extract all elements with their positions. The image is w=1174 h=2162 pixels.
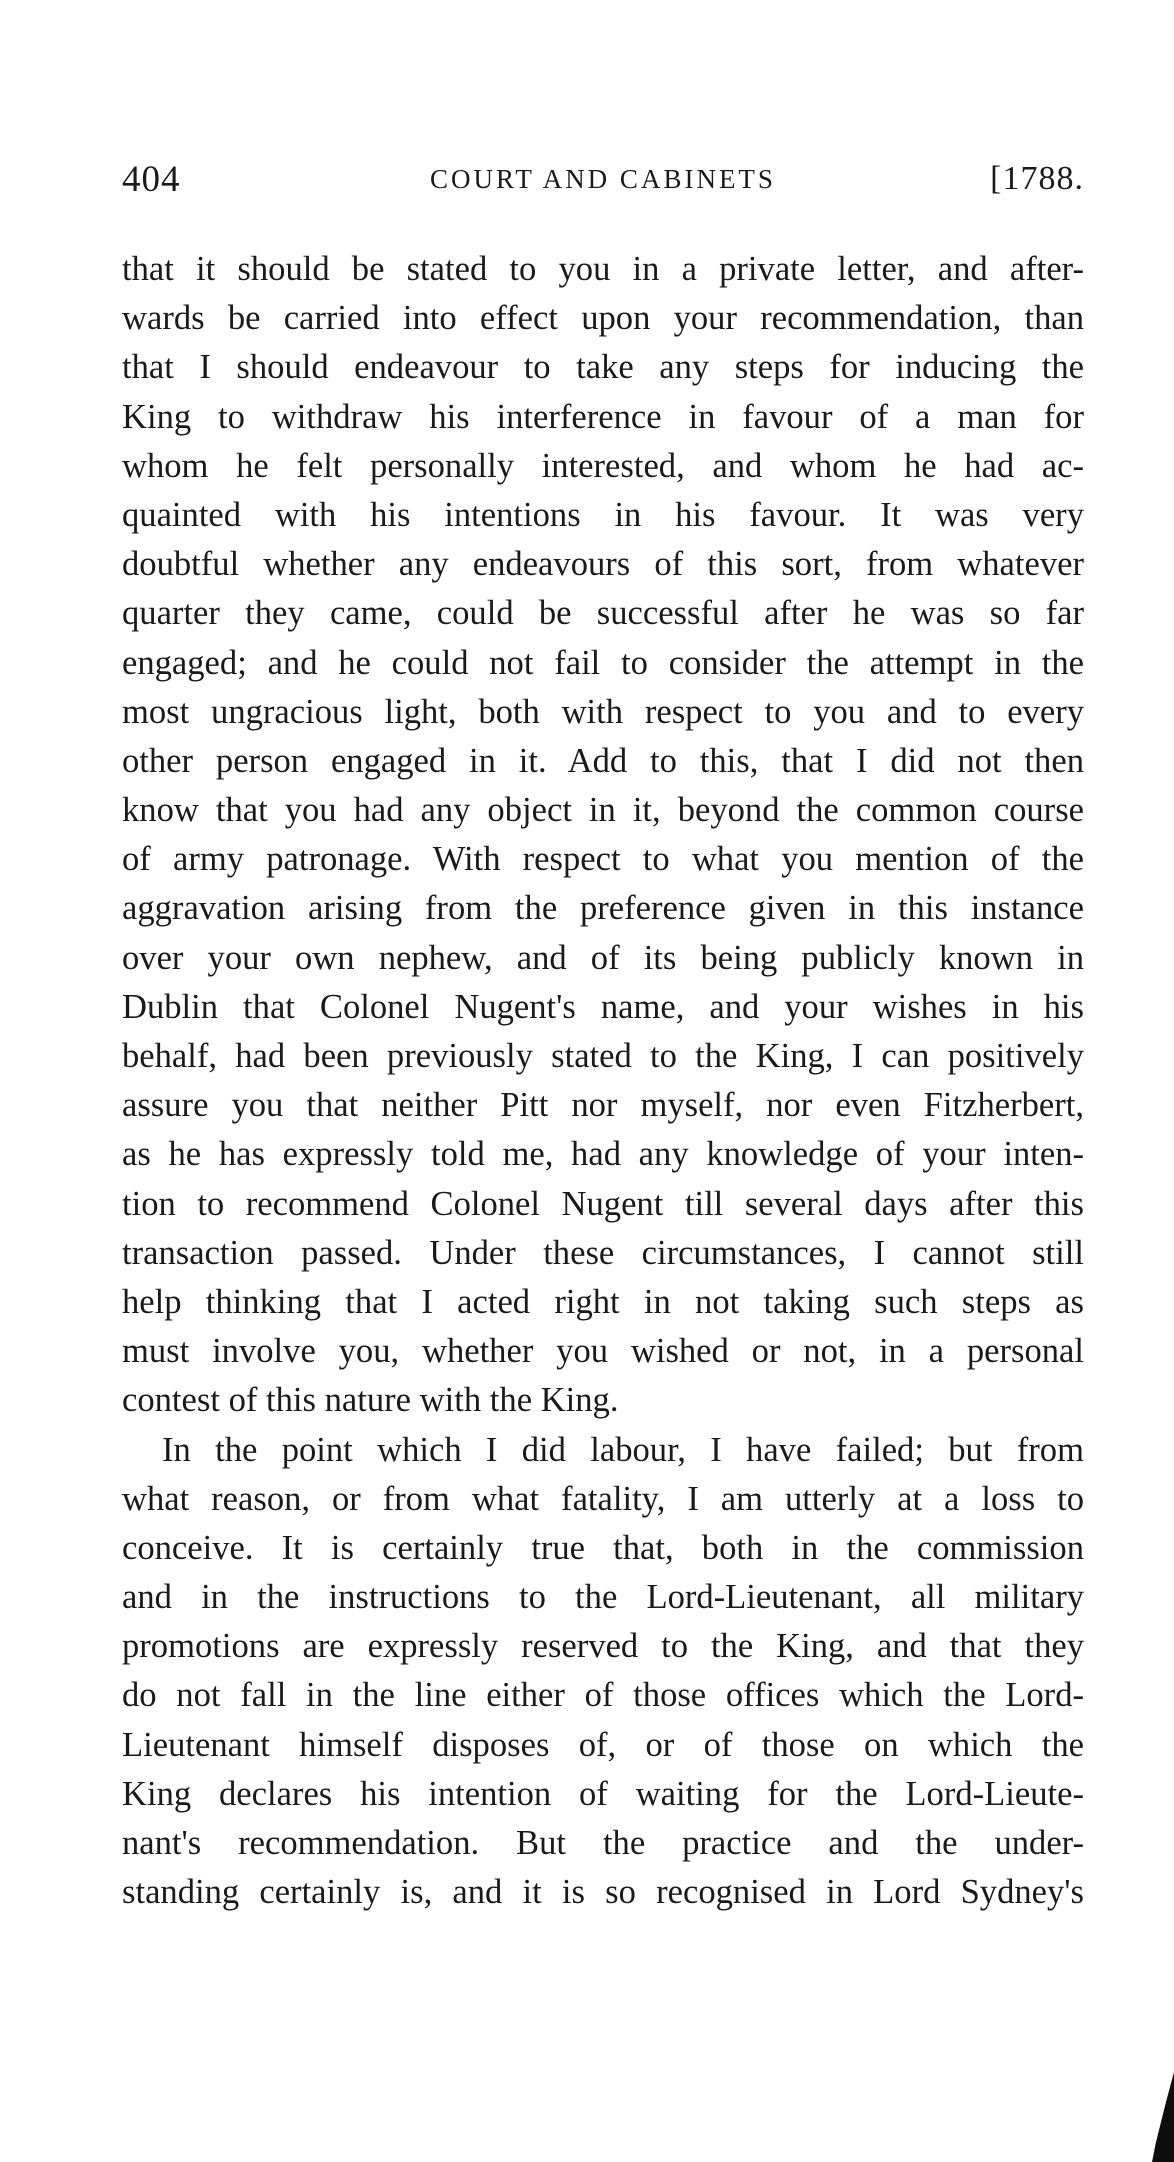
text-line: that it should be stated to you in a private letter, and after- — [122, 250, 1084, 288]
text-line: aggravation arising from the preference given in this instance — [122, 889, 1084, 928]
text-line: King to withdraw his interference in favour of a man for — [122, 397, 1084, 436]
text-line: other person engaged in it. Add to this, that I did not then — [122, 741, 1084, 780]
text-line: Dublin that Colonel Nugent's name, and your wishes in his — [122, 987, 1084, 1026]
header-year: [1788. — [990, 160, 1084, 197]
page-corner-shadow — [1152, 2072, 1174, 2162]
text-line: behalf, had been previously stated to the King, I can positively — [122, 1037, 1084, 1075]
text-line: tion to recommend Colonel Nugent till several days after this — [122, 1184, 1084, 1223]
text-line: help thinking that I acted right in not taking such steps as — [122, 1282, 1084, 1321]
text-line: standing certainly is, and it is so recognised in Lord Sydney's — [122, 1873, 1084, 1912]
text-line: must involve you, whether you wished or not, in a personal — [122, 1332, 1084, 1371]
text-line: as he has expressly told me, had any knowledge of your inten- — [122, 1135, 1084, 1174]
text-line: quarter they came, could be successful after he was so far — [122, 594, 1084, 633]
body-text — [122, 245, 1084, 1917]
text-line: In the point which I did labour, I have failed; but from — [162, 1430, 1084, 1469]
running-head — [122, 158, 1084, 206]
text-line: wards be carried into effect upon your recommendation, than — [122, 299, 1084, 338]
text-line: contest of this nature with the King. — [122, 1381, 619, 1420]
text-line: over your own nephew, and of its being publicly known in — [122, 938, 1084, 977]
text-line: of army patronage. With respect to what you mention of the — [122, 840, 1084, 879]
paragraph — [122, 245, 1084, 1426]
page-number: 404 — [122, 159, 181, 200]
text-line: assure you that neither Pitt nor myself, nor even Fitzherbert, — [122, 1086, 1084, 1125]
text-line: and in the instructions to the Lord-Lieutenant, all military — [122, 1578, 1084, 1617]
text-line: quainted with his intentions in his favour. It was very — [122, 495, 1084, 534]
text-line: what reason, or from what fatality, I am utterly at a loss to — [122, 1479, 1084, 1518]
text-line: engaged; and he could not fail to consider the attempt in the — [122, 643, 1084, 682]
text-line: most ungracious light, both with respect to you and to every — [122, 692, 1084, 731]
text-line: nant's recommendation. But the practice and the under- — [122, 1824, 1084, 1862]
text-line: King declares his intention of waiting for the Lord-Lieute- — [122, 1774, 1084, 1813]
text-line: doubtful whether any endeavours of this sort, from whatever — [122, 545, 1084, 584]
running-title: COURT AND CABINETS — [430, 164, 776, 194]
text-line: promotions are expressly reserved to the King, and that they — [122, 1627, 1084, 1666]
text-line: conceive. It is certainly true that, both in the commission — [122, 1528, 1084, 1567]
text-line: whom he felt personally interested, and whom he had ac- — [122, 446, 1084, 485]
paragraph — [122, 1426, 1084, 1918]
text-line: that I should endeavour to take any steps for inducing the — [122, 348, 1084, 387]
text-line: Lieutenant himself disposes of, or of those on which the — [122, 1725, 1084, 1764]
text-line: transaction passed. Under these circumstances, I cannot still — [122, 1233, 1084, 1272]
text-line: know that you had any object in it, beyond the common course — [122, 791, 1084, 830]
text-line: do not fall in the line either of those offices which the Lord- — [122, 1676, 1084, 1715]
